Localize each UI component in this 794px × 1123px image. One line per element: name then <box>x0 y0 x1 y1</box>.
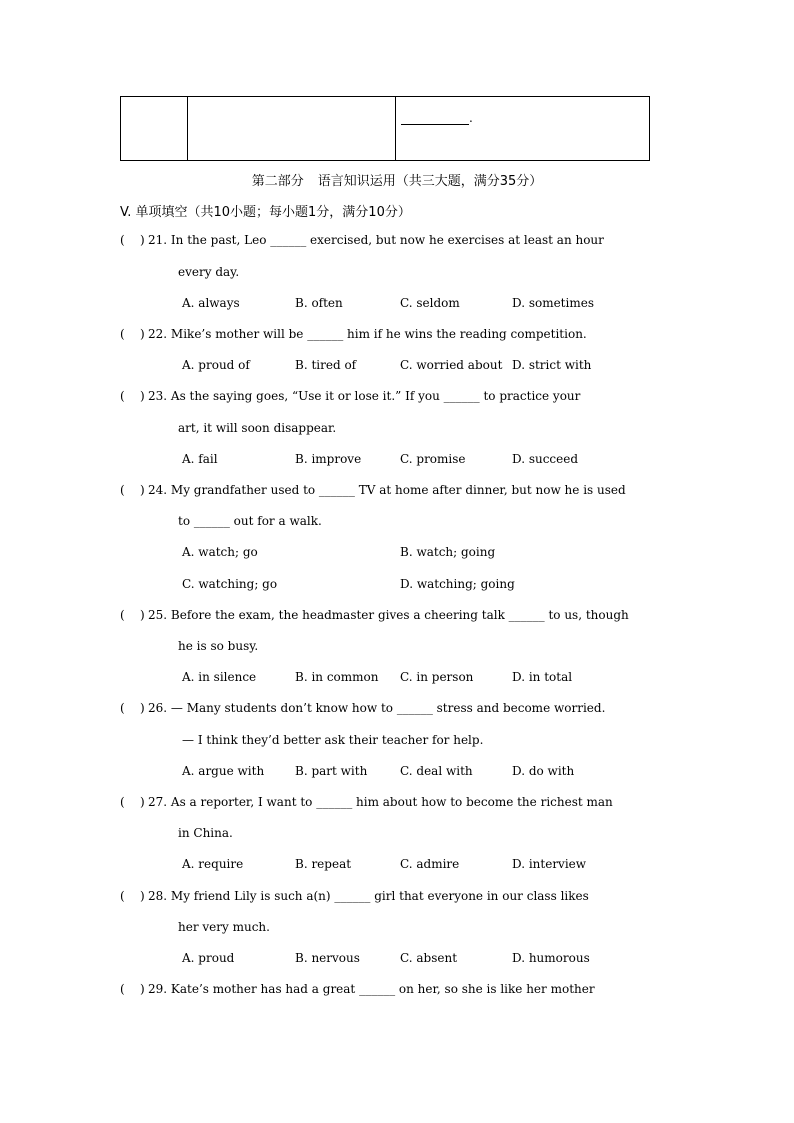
option-a[interactable]: A. watch; go <box>182 545 258 559</box>
option-b[interactable]: B. repeat <box>295 857 352 871</box>
question-number: 28 <box>148 889 164 903</box>
question-number: 23 <box>148 389 164 403</box>
option-d[interactable]: D. interview <box>512 857 587 871</box>
question-26: ( ) 26. — Many students don’t know how to ______ stress and become worried. <box>120 701 606 715</box>
option-b[interactable]: B. nervous <box>295 951 360 965</box>
question-22: ( ) 22. Mike’s mother will be ______ him if he wins the reading competition. <box>120 327 587 341</box>
option-a[interactable]: A. proud <box>182 951 235 965</box>
option-d[interactable]: D. watching; going <box>400 577 515 591</box>
question-text: As the saying goes, “Use it or lose it.” If you ______ to practice your <box>170 389 581 403</box>
table-cell-2 <box>187 97 396 160</box>
question-27: ( ) 27. As a reporter, I want to ______ him about how to become the richest man <box>120 795 613 809</box>
answer-paren[interactable]: ( ) <box>120 889 145 903</box>
question-text-cont: her very much. <box>178 920 270 934</box>
table-cell-1 <box>121 97 188 160</box>
blank-line <box>401 111 469 125</box>
option-d[interactable]: D. succeed <box>512 452 579 466</box>
question-number: 24 <box>148 483 164 497</box>
answer-paren[interactable]: ( ) <box>120 233 145 247</box>
option-d[interactable]: D. do with <box>512 764 575 778</box>
section-name: 语言知识运用（共三大题，满分35分） <box>317 174 543 189</box>
option-d[interactable]: D. sometimes <box>512 296 594 310</box>
question-text: My grandfather used to ______ TV at home after dinner, but now he is used <box>170 483 626 497</box>
section-part: 第二部分 <box>251 174 304 189</box>
option-c[interactable]: C. worried about <box>400 358 503 372</box>
option-b[interactable]: B. watch; going <box>400 545 496 559</box>
answer-table-fragment <box>120 96 650 161</box>
option-a[interactable]: A. proud of <box>182 358 250 372</box>
question-text: Kate’s mother has had a great ______ on her, so she is like her mother <box>170 982 595 996</box>
option-c[interactable]: C. promise <box>400 452 466 466</box>
option-c[interactable]: C. absent <box>400 951 458 965</box>
answer-paren[interactable]: ( ) <box>120 795 145 809</box>
question-24: ( ) 24. My grandfather used to ______ TV at home after dinner, but now he is used <box>120 483 626 497</box>
question-text: In the past, Leo ______ exercised, but now he exercises at least an hour <box>170 233 604 247</box>
option-b[interactable]: B. often <box>295 296 343 310</box>
question-21: ( ) 21. In the past, Leo ______ exercised, but now he exercises at least an hour <box>120 233 604 247</box>
question-28: ( ) 28. My friend Lily is such a(n) ______ girl that everyone in our class likes <box>120 889 589 903</box>
question-text: Mike’s mother will be ______ him if he wins the reading competition. <box>170 327 587 341</box>
question-text: Before the exam, the headmaster gives a cheering talk ______ to us, though <box>170 608 629 622</box>
question-number: 21 <box>148 233 164 247</box>
option-d[interactable]: D. humorous <box>512 951 590 965</box>
section-title <box>0 170 794 189</box>
option-d[interactable]: D. strict with <box>512 358 592 372</box>
question-text: As a reporter, I want to ______ him about how to become the richest man <box>170 795 613 809</box>
question-text-cont: every day. <box>178 265 240 279</box>
answer-paren[interactable]: ( ) <box>120 608 145 622</box>
question-number: 27 <box>148 795 164 809</box>
part-title: V. 单项填空（共10小题；每小题1分，满分10分） <box>120 205 411 220</box>
question-text-cont: in China. <box>178 826 233 840</box>
answer-paren[interactable]: ( ) <box>120 389 145 403</box>
option-c[interactable]: C. seldom <box>400 296 460 310</box>
option-a[interactable]: A. in silence <box>182 670 257 684</box>
question-text-cont: he is so busy. <box>178 639 259 653</box>
answer-paren[interactable]: ( ) <box>120 701 145 715</box>
option-b[interactable]: B. part with <box>295 764 368 778</box>
answer-paren[interactable]: ( ) <box>120 982 145 996</box>
answer-paren[interactable]: ( ) <box>120 327 145 341</box>
option-c[interactable]: C. watching; go <box>182 577 278 591</box>
question-number: 22 <box>148 327 164 341</box>
option-b[interactable]: B. tired of <box>295 358 357 372</box>
question-text-cont: — I think they’d better ask their teacher for help. <box>182 733 484 747</box>
question-number: 26 <box>148 701 164 715</box>
option-a[interactable]: A. fail <box>182 452 218 466</box>
question-text: — Many students don’t know how to ______ stress and become worried. <box>170 701 606 715</box>
blank-suffix: . <box>469 111 473 125</box>
question-text-cont: to ______ out for a walk. <box>178 514 322 528</box>
option-c[interactable]: C. deal with <box>400 764 473 778</box>
table-cell-3-blank <box>401 111 473 125</box>
option-a[interactable]: A. always <box>182 296 240 310</box>
option-c[interactable]: C. admire <box>400 857 460 871</box>
option-d[interactable]: D. in total <box>512 670 573 684</box>
question-29: ( ) 29. Kate’s mother has had a great ______ on her, so she is like her mother <box>120 982 595 996</box>
option-a[interactable]: A. argue with <box>182 764 265 778</box>
question-23: ( ) 23. As the saying goes, “Use it or lose it.” If you ______ to practice your <box>120 389 581 403</box>
option-c[interactable]: C. in person <box>400 670 474 684</box>
option-b[interactable]: B. in common <box>295 670 379 684</box>
option-b[interactable]: B. improve <box>295 452 362 466</box>
question-25: ( ) 25. Before the exam, the headmaster gives a cheering talk ______ to us, though <box>120 608 629 622</box>
question-number: 25 <box>148 608 164 622</box>
question-number: 29 <box>148 982 164 996</box>
question-text: My friend Lily is such a(n) ______ girl that everyone in our class likes <box>170 889 589 903</box>
option-a[interactable]: A. require <box>182 857 244 871</box>
question-text-cont: art, it will soon disappear. <box>178 421 337 435</box>
answer-paren[interactable]: ( ) <box>120 483 145 497</box>
